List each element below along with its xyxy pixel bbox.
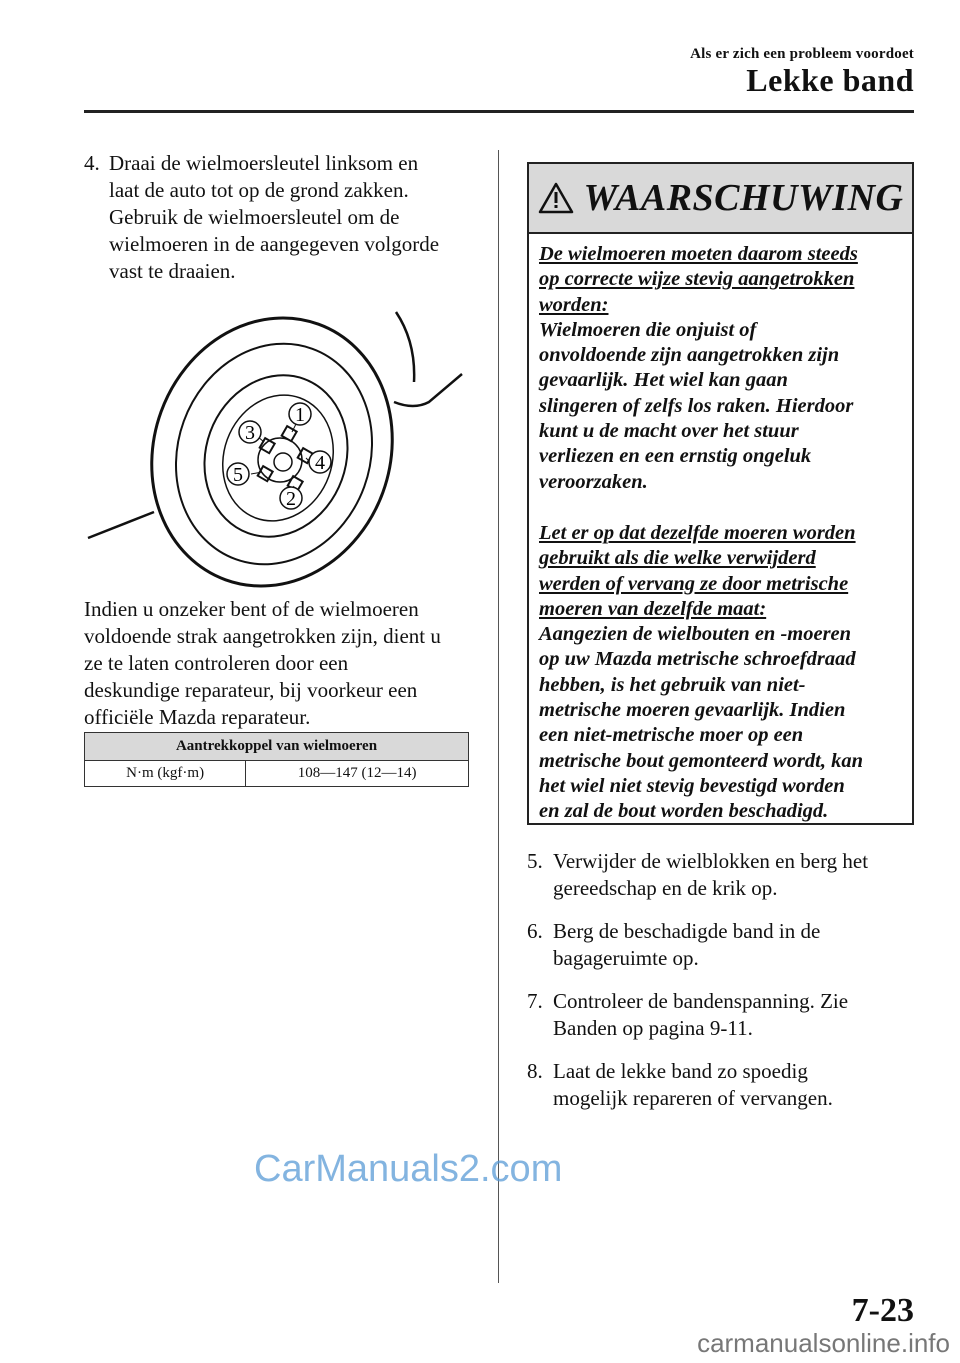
step-4 bbox=[84, 150, 470, 285]
wheel-nut-order-illustration bbox=[84, 302, 470, 588]
advice-paragraph bbox=[84, 596, 474, 731]
step-line: mogelijk repareren of vervangen. bbox=[553, 1086, 833, 1110]
warning-line: slingeren of zelfs los raken. Hierdoor bbox=[539, 394, 854, 417]
warning-line: metrische bout gemonteerd wordt, kan bbox=[539, 749, 864, 772]
warning-line: Let er op dat dezelfde moeren worden bbox=[539, 521, 856, 544]
warning-line: op correcte wijze stevig aangetrokken bbox=[539, 268, 855, 291]
nut-order-callouts bbox=[227, 403, 331, 510]
warning-line: worden: bbox=[539, 293, 609, 316]
warning-line: kunt u de macht over het stuur bbox=[539, 420, 799, 443]
warning-line: een niet-metrische moer op een bbox=[539, 724, 804, 747]
step-line: Verwijder de wielblokken en berg het bbox=[553, 849, 869, 873]
warning-header bbox=[529, 164, 912, 234]
step-text bbox=[553, 848, 919, 902]
torque-value: 108—147 (12—14) bbox=[246, 761, 469, 787]
step-item bbox=[527, 848, 919, 902]
warning-line: moeren van dezelfde maat: bbox=[539, 597, 767, 620]
step-line: vast te draaien. bbox=[109, 259, 236, 283]
paragraph-line: Indien u onzeker bent of de wielmoeren bbox=[84, 597, 419, 621]
warning-line: hebben, is het gebruik van niet- bbox=[539, 673, 806, 696]
step-item bbox=[527, 988, 919, 1042]
warning-line: gebruikt als die welke verwijderd bbox=[539, 547, 816, 570]
warning-line: metrische moeren gevaarlijk. Indien bbox=[539, 699, 846, 722]
warning-line: werden of vervang ze door metrische bbox=[539, 572, 849, 595]
step-text bbox=[553, 1058, 919, 1112]
step-line: Laat de lekke band zo spoedig bbox=[553, 1059, 808, 1083]
warning-line: gevaarlijk. Het wiel kan gaan bbox=[539, 369, 788, 392]
warning-line: De wielmoeren moeten daarom steeds bbox=[539, 243, 858, 265]
step-number: 8. bbox=[527, 1059, 543, 1083]
step-line: Draai de wielmoersleutel linksom en bbox=[109, 151, 419, 175]
header-rule bbox=[84, 110, 914, 113]
warning-line: Wielmoeren die onjuist of bbox=[539, 318, 757, 341]
page-number: 7-23 bbox=[851, 1292, 914, 1329]
paragraph-line: ze te laten controleren door een bbox=[84, 651, 349, 675]
paragraph-line: voldoende strak aangetrokken zijn, dient u bbox=[84, 624, 441, 648]
step-line: laat de auto tot op de grond zakken. bbox=[109, 178, 409, 202]
step-item bbox=[527, 918, 919, 972]
step-line: gereedschap en de krik op. bbox=[553, 876, 778, 900]
section-heading: Als er zich een probleem voordoet bbox=[690, 46, 914, 62]
torque-unit: N·m (kgf·m) bbox=[85, 761, 246, 787]
warning-gap bbox=[539, 495, 900, 521]
step-line: Berg de beschadigde band in de bbox=[553, 919, 821, 943]
warning-line: onvoldoende zijn aangetrokken zijn bbox=[539, 344, 840, 367]
steps-5-to-8 bbox=[527, 848, 919, 1128]
torque-table-header: Aantrekkoppel van wielmoeren bbox=[85, 733, 469, 761]
warning-line: Aangezien de wielbouten en -moeren bbox=[539, 623, 852, 646]
nut-label-4: 4 bbox=[315, 452, 325, 474]
column-divider bbox=[498, 150, 499, 1283]
step-item bbox=[527, 1058, 919, 1112]
nut-label-3: 3 bbox=[245, 422, 255, 444]
page-title: Lekke band bbox=[746, 62, 914, 98]
step-text bbox=[553, 918, 919, 972]
warning-label: WAARSCHUWING bbox=[583, 177, 904, 219]
step-line: Banden op pagina 9-11. bbox=[553, 1016, 753, 1040]
warning-line: verliezen en een ernstig ongeluk bbox=[539, 445, 812, 468]
warning-line: het wiel niet stevig bevestigd worden bbox=[539, 774, 845, 797]
step-text bbox=[109, 150, 470, 285]
paragraph-line: deskundige reparateur, bij voorkeur een bbox=[84, 678, 418, 702]
nut-label-5: 5 bbox=[233, 464, 243, 486]
step-line: wielmoeren in de aangegeven volgorde bbox=[109, 232, 440, 256]
footer-site: carmanualsonline.info bbox=[697, 1328, 950, 1358]
step-line: bagageruimte op. bbox=[553, 946, 699, 970]
warning-body bbox=[529, 234, 912, 825]
nut-label-2: 2 bbox=[286, 488, 296, 510]
nut-label-1: 1 bbox=[295, 404, 305, 426]
step-line: Controleer de bandenspanning. Zie bbox=[553, 989, 849, 1013]
step-line: Gebruik de wielmoersleutel om de bbox=[109, 205, 400, 229]
torque-table bbox=[84, 732, 469, 787]
watermark: CarManuals2.com bbox=[254, 1148, 563, 1190]
warning-triangle-icon bbox=[538, 182, 574, 214]
step-number: 6. bbox=[527, 919, 543, 943]
step-number: 5. bbox=[527, 849, 543, 873]
warning-line: op uw Mazda metrische schroefdraad bbox=[539, 648, 856, 671]
paragraph-line: officiële Mazda reparateur. bbox=[84, 705, 311, 729]
step-number: 4. bbox=[84, 151, 100, 175]
warning-line: veroorzaken. bbox=[539, 470, 648, 493]
warning-line: en zal de bout worden beschadigd. bbox=[539, 800, 829, 823]
warning-box bbox=[527, 162, 914, 825]
step-number: 7. bbox=[527, 989, 543, 1013]
step-text bbox=[553, 988, 919, 1042]
